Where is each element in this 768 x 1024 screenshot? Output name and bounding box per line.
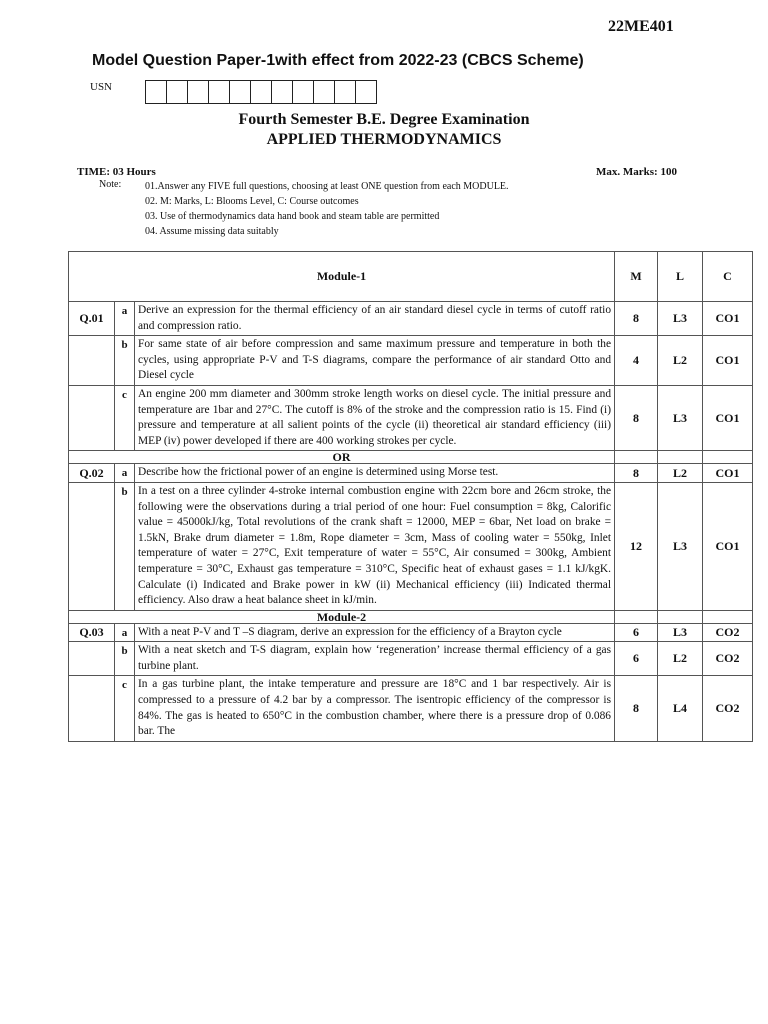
question-part: b [115,336,135,386]
question-outcome: CO2 [703,623,753,642]
question-text: With a neat sketch and T-S diagram, explain how ‘regeneration’ increase thermal efficiency of a gas turbine plant. [135,642,615,676]
question-outcome: CO1 [703,464,753,483]
question-marks: 6 [615,623,658,642]
question-table [68,251,753,742]
table-row [69,302,753,336]
or-separator-row [69,451,753,464]
level-column-header: L [658,252,703,302]
question-text: An engine 200 mm diameter and 300mm stroke length works on diesel cycle. The initial pressure and temperature are 1bar and 27°C. The cutoff is 8% of the stroke and the compression ratio is 15. Find (i) pressure and temperature at all salient points of the cycle (ii) theoretical air standard efficiency (iii) MEP (iv) power developed if there are 400 working strokes per cycle. [135,385,615,450]
semester-heading: Fourth Semester B.E. Degree Examination [238,111,530,128]
question-level: L2 [658,336,703,386]
question-number: Q.01 [69,302,115,336]
table-row [69,336,753,386]
question-marks: 8 [615,302,658,336]
table-header-row [69,252,753,302]
paper-title: Model Question Paper-1with effect from 2022-23 (CBCS Scheme) [92,52,584,69]
question-part: b [115,642,135,676]
table-row [69,464,753,483]
note-item: 03. Use of thermodynamics data hand book and steam table are permitted [145,211,440,222]
question-part: a [115,623,135,642]
question-text: In a gas turbine plant, the intake temperature and pressure are 18°C and 1 bar respectively. Air is compressed to a pressure of 4.2 bar by a compressor. The isentropic efficiency of the compressor is 84%. The gas is heated to 650°C in the combustion chamber, where there is a pressure drop of 0.086 bar. The [135,676,615,741]
question-marks: 6 [615,642,658,676]
question-level: L3 [658,302,703,336]
table-row [69,385,753,450]
question-marks: 12 [615,482,658,610]
question-outcome: CO2 [703,676,753,741]
max-marks-label: Max. Marks: 100 [596,166,677,178]
note-item: 02. M: Marks, L: Blooms Level, C: Course outcomes [145,196,359,207]
question-outcome: CO1 [703,385,753,450]
question-outcome: CO1 [703,336,753,386]
question-level: L3 [658,482,703,610]
question-number: Q.02 [69,464,115,483]
subject-heading: APPLIED THERMODYNAMICS [266,131,502,148]
question-text: For same state of air before compression and same maximum pressure and temperature in both the cycles, using appropriate P-V and T-S diagrams, compare the performance of air standard Otto and Diesel cycle [135,336,615,386]
module-heading: Module-2 [69,610,615,623]
note-label: Note: [99,179,122,190]
question-level: L2 [658,464,703,483]
marks-column-header: M [615,252,658,302]
question-part: c [115,385,135,450]
question-outcome: CO1 [703,482,753,610]
question-part: a [115,464,135,483]
question-text: With a neat P-V and T –S diagram, derive an expression for the efficiency of a Brayton cycle [135,623,615,642]
table-row [69,623,753,642]
module-separator-row [69,610,753,623]
or-separator: OR [69,451,615,464]
usn-label: USN [90,81,113,93]
question-part: a [115,302,135,336]
question-level: L3 [658,385,703,450]
question-number: Q.03 [69,623,115,642]
table-row [69,676,753,741]
question-text: In a test on a three cylinder 4-stroke internal combustion engine with 22cm bore and 26cm stroke, the following were the observations during a trial period of one hour: Fuel consumption = 8kg, Calorific value = 45000kJ/kg, Total revolutions of the crank shaft = 12000, MEP = 6bar, Net load on brake = 1.5kN, Brake drum diameter = 1.8m, Rope diameter = 3cm, Mass of cooling water = 550kg, Inlet temperature of water = 27°C, Exit temperature of water = 55°C, Air consumed = 300kg, Ambient temperature = 30°C, Exhaust gas temperature = 310°C, Specific heat of exhaust gases = 1.1 kJ/kgK. Calculate (i) Indicated and Brake power in kW (ii) Mechanical efficiency (iii) Indicated thermal efficiency. Also draw a heat balance sheet in kJ/min. [135,482,615,610]
outcome-column-header: C [703,252,753,302]
question-marks: 8 [615,676,658,741]
time-label: TIME: 03 Hours [77,166,156,178]
question-level: L2 [658,642,703,676]
table-row [69,482,753,610]
question-part: c [115,676,135,741]
module-heading: Module-1 [69,252,615,302]
question-marks: 8 [615,464,658,483]
question-marks: 8 [615,385,658,450]
note-item: 01.Answer any FIVE full questions, choosing at least ONE question from each MODULE. [145,181,509,192]
usn-boxes [145,80,376,104]
note-item: 04. Assume missing data suitably [145,226,279,237]
question-level: L4 [658,676,703,741]
notes-list [145,179,509,239]
question-level: L3 [658,623,703,642]
table-row [69,642,753,676]
question-text: Derive an expression for the thermal efficiency of an air standard diesel cycle in terms of cutoff ratio and compression ratio. [135,302,615,336]
question-outcome: CO2 [703,642,753,676]
question-marks: 4 [615,336,658,386]
question-text: Describe how the frictional power of an engine is determined using Morse test. [135,464,615,483]
question-part: b [115,482,135,610]
question-outcome: CO1 [703,302,753,336]
paper-code: 22ME401 [608,18,674,35]
